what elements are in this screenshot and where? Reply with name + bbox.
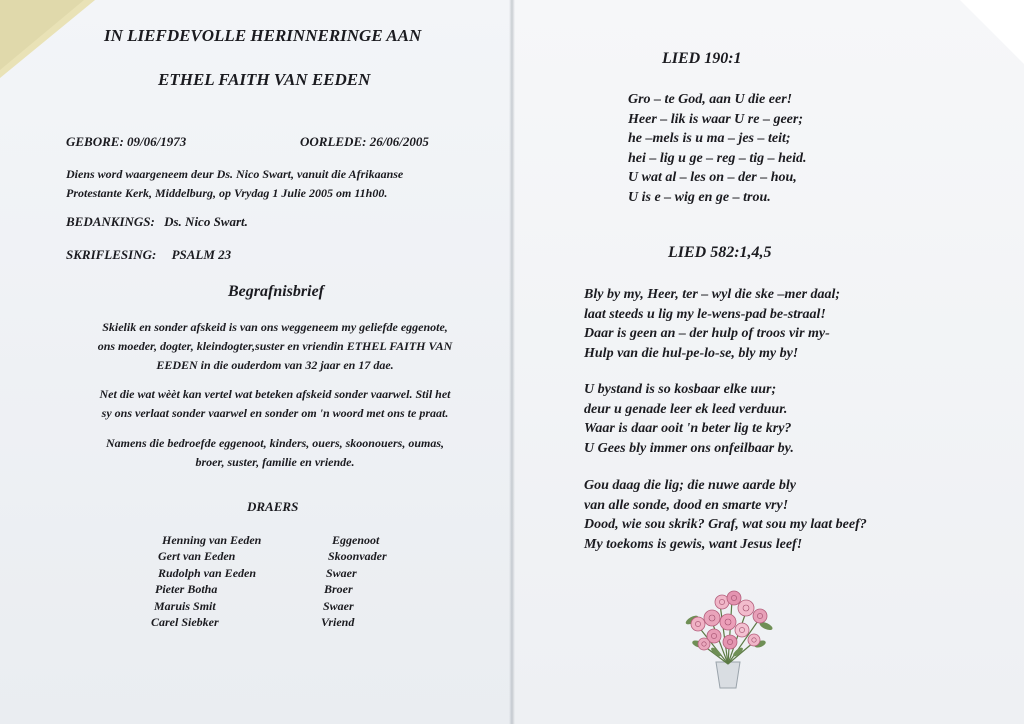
folded-corner-shadow <box>0 0 84 70</box>
letter-line: Net die wat wèèt kan vertel wat beteken afskeid sonder vaarwel. Stil het <box>99 387 451 401</box>
bearer-name: Carel Siebker <box>151 615 219 630</box>
reading <box>66 247 231 263</box>
bearer-relation: Vriend <box>321 615 355 630</box>
hymn-line: hei – lig u ge – reg – tig – heid. <box>628 150 807 166</box>
hymn-line: Dood, wie sou skrik? Graf, wat sou my laat beef? <box>584 517 867 532</box>
bearers-title: DRAERS <box>247 499 299 514</box>
letter-paragraph-1 <box>50 318 500 375</box>
hymn-2-verse-1 <box>584 285 840 363</box>
born-date: GEBORE: 09/06/1973 <box>66 134 187 149</box>
thanks <box>66 214 248 230</box>
died-date: OORLEDE: 26/06/2005 <box>300 134 429 149</box>
hymn-line: Gou daag die lig; die nuwe aarde bly <box>584 478 796 493</box>
bearer-name: Pieter Botha <box>155 582 218 597</box>
hymn-line: U bystand is so kosbaar elke uur; <box>584 382 777 397</box>
torn-corner <box>960 0 1024 64</box>
bearer-relation: Swaer <box>323 598 354 613</box>
letter-line: ons moeder, dogter, kleindogter,suster en vriendin ETHEL FAITH VAN <box>97 339 453 353</box>
hymn-line: van alle sonde, dood en smarte vry! <box>584 497 789 513</box>
bearer-relation: Broer <box>324 582 353 597</box>
bearer-relation: Eggenoot <box>332 533 380 547</box>
hymn-line: My toekoms is gewis, want Jesus leef! <box>584 536 803 552</box>
letter-paragraph-2 <box>50 385 500 423</box>
heading-memory: IN LIEFDEVOLLE HERINNERINGE AAN <box>104 26 422 45</box>
hymn-2-title: LIED 582:1,4,5 <box>668 244 772 261</box>
thanks-label: BEDANKINGS: <box>66 214 155 229</box>
hymn-line: Bly by my, Heer, ter – wyl die ske –mer daal; <box>584 287 841 302</box>
hymn-line: U is e – wig en ge – trou. <box>628 189 771 205</box>
hymn-2-verse-3 <box>584 476 867 554</box>
hymn-line: laat steeds u lig my le-wens-pad be-straal! <box>584 306 826 322</box>
service-line: Diens word waargeneem deur Ds. Nico Swart, vanuit die Afrikaanse <box>66 167 404 181</box>
hymn-2-verse-2 <box>584 380 794 458</box>
hymn-line: Gro – te God, aan U die eer! <box>628 92 793 107</box>
letter-line: EEDEN in die ouderdom van 32 jaar en 17 dae. <box>156 358 394 372</box>
hymn-1-text <box>628 90 807 207</box>
letter-line: sy ons verlaat sonder vaarwel en sonder om 'n woord met ons te praat. <box>101 406 449 420</box>
letter-line: Skielik en sonder afskeid is van ons weggeneem my geliefde eggenote, <box>102 320 448 334</box>
rose-bouquet-image <box>668 582 788 692</box>
hymn-line: deur u genade leer ek leed verduur. <box>584 401 788 417</box>
bearers-relations <box>320 532 387 630</box>
hymn-line: U Gees bly immer ons onfeilbaar by. <box>584 440 794 456</box>
letter-line: broer, suster, familie en vriende. <box>195 455 355 469</box>
thanks-value: Ds. Nico Swart. <box>164 214 248 229</box>
bearer-name: Rudolph van Eeden <box>158 565 257 580</box>
bearer-name: Gert van Eeden <box>158 549 236 564</box>
letter-paragraph-3 <box>50 434 500 472</box>
hymn-line: he –mels is u ma – jes – teit; <box>628 131 791 146</box>
hymn-line: Heer – lik is waar U re – geer; <box>628 111 803 127</box>
heading-name: ETHEL FAITH VAN EEDEN <box>158 70 371 89</box>
bearers-names <box>150 532 261 630</box>
hymn-line: Daar is geen an – der hulp of troos vir my- <box>584 326 830 341</box>
hymn-1-title: LIED 190:1 <box>662 50 742 67</box>
bearer-relation: Swaer <box>326 565 357 580</box>
bearer-name: Maruis Smit <box>154 598 216 613</box>
bearer-relation: Skoonvader <box>328 549 387 564</box>
letter-line: Namens die bedroefde eggenoot, kinders, ouers, skoonouers, oumas, <box>105 436 444 450</box>
service-details <box>66 165 403 203</box>
hymn-line: Waar is daar ooit 'n beter lig te kry? <box>584 421 792 436</box>
page-fold <box>509 0 515 724</box>
letter-title: Begrafnisbrief <box>228 283 324 300</box>
hymn-line: U wat al – les on – der – hou, <box>628 170 797 185</box>
reading-label: SKRIFLESING: <box>66 247 157 262</box>
bearer-name: Henning van Eeden <box>162 533 262 547</box>
service-line: Protestante Kerk, Middelburg, op Vrydag 1 Julie 2005 om 11h00. <box>66 186 388 200</box>
hymn-line: Hulp van die hul-pe-lo-se, bly my by! <box>584 345 799 361</box>
reading-value: PSALM 23 <box>171 247 232 262</box>
